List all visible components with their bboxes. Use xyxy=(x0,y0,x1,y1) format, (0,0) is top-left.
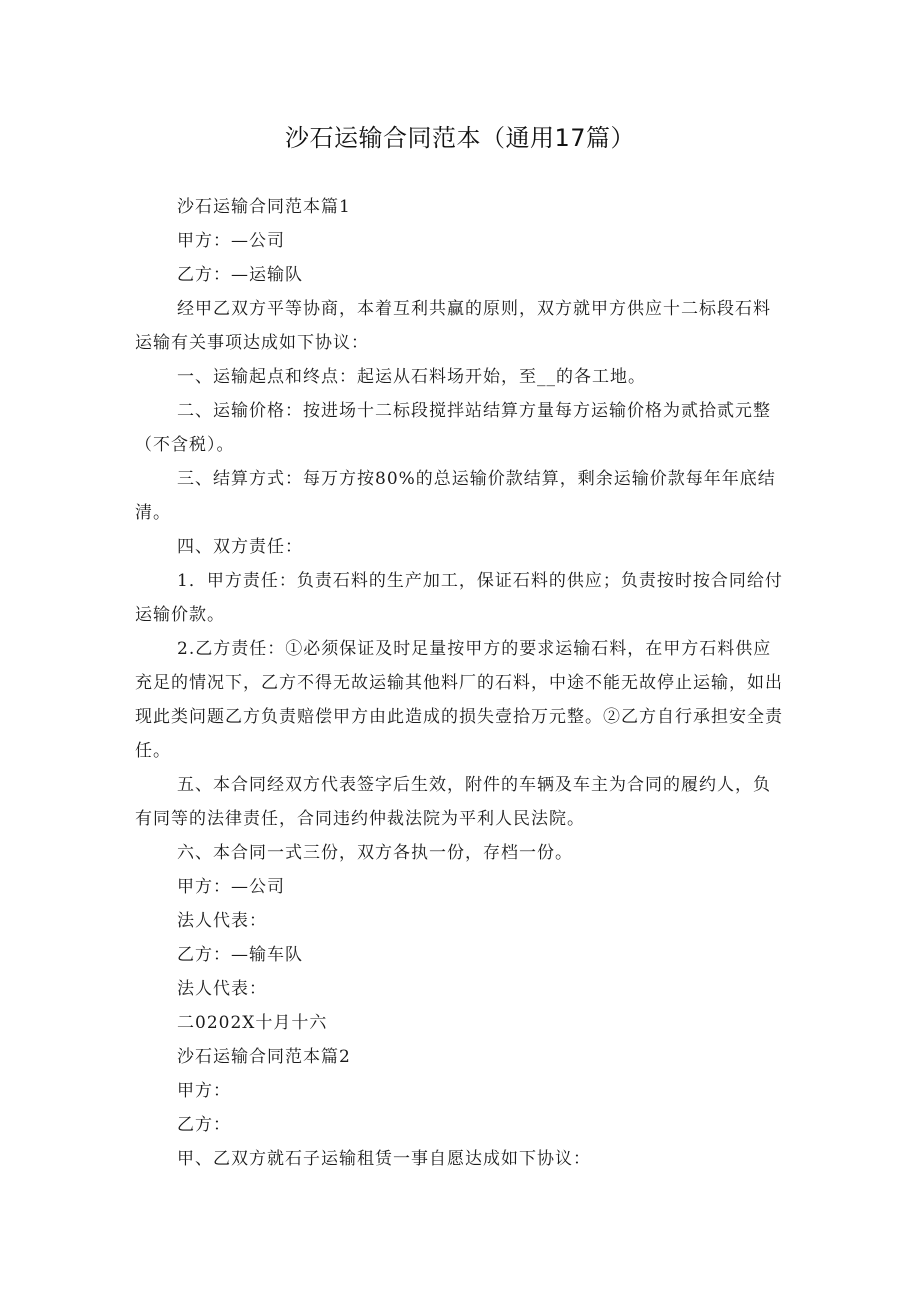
signature-party-b: 乙方：—输车队 xyxy=(177,945,303,965)
party-b-line: 乙方： xyxy=(177,1115,231,1135)
document-body xyxy=(135,190,787,1176)
clause-1: 一、运输起点和终点：起运从石料场开始，至__的各工地。 xyxy=(177,367,646,387)
signature-party-a: 甲方：—公司 xyxy=(177,877,285,897)
signature-date: 二0202X十月十六 xyxy=(177,1013,328,1033)
clause-6: 六、本合同一式三份，双方各执一份，存档一份。 xyxy=(177,843,573,863)
party-b-line: 乙方：—运输队 xyxy=(177,265,303,285)
signature-representative-b: 法人代表： xyxy=(177,979,267,999)
document-title: 沙石运输合同范本（通用17篇） xyxy=(284,124,636,152)
clause-4-2: 2.乙方责任：①必须保证及时足量按甲方的要求运输石料，在甲方石料供应充足的情况下，乙方不得无故运输其他料厂的石料，中途不能无故停止运输，如出现此类问题乙方负责赔偿甲方由此造成的损失壹拾万元整。②乙方自行承担安全责任。 xyxy=(135,639,783,761)
party-a-line: 甲方：—公司 xyxy=(177,231,285,251)
section-heading: 沙石运输合同范本篇2 xyxy=(177,1047,351,1067)
preamble-paragraph: 经甲乙双方平等协商，本着互利共赢的原则，双方就甲方供应十二标段石料运输有关事项达成如下协议： xyxy=(135,299,771,353)
signature-representative-a: 法人代表： xyxy=(177,911,267,931)
clause-3: 三、结算方式：每万方按80%的总运输价款结算，剩余运输价款每年年底结清。 xyxy=(135,469,776,523)
clause-4-heading: 四、双方责任： xyxy=(177,537,303,557)
clause-5: 五、本合同经双方代表签字后生效，附件的车辆及车主为合同的履约人，负有同等的法律责任，合同违约仲裁法院为平利人民法院。 xyxy=(135,775,771,829)
party-a-line: 甲方： xyxy=(177,1081,231,1101)
clause-2: 二、运输价格：按进场十二标段搅拌站结算方量每方运输价格为贰拾贰元整（不含税）。 xyxy=(135,401,771,455)
section-heading: 沙石运输合同范本篇1 xyxy=(177,197,351,217)
preamble-paragraph: 甲、乙双方就石子运输租赁一事自愿达成如下协议： xyxy=(177,1149,591,1169)
clause-4-1: 1．甲方责任：负责石料的生产加工，保证石料的供应；负责按时按合同给付运输价款。 xyxy=(135,571,783,625)
